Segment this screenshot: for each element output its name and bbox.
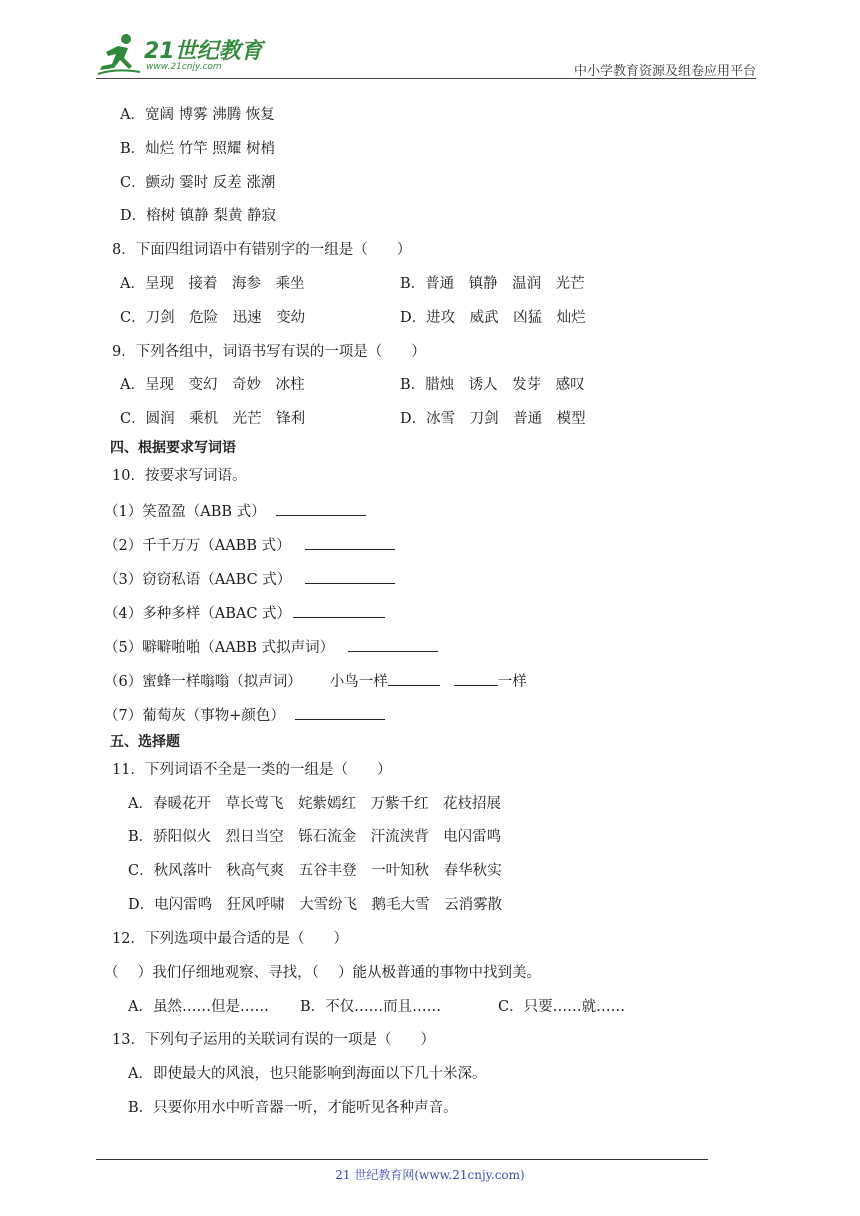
q10-item-1-text: （1）笑盈盈（ABB 式） — [104, 504, 266, 520]
q10-item-2-text: （2）千千万万（AABB 式） — [104, 538, 291, 554]
answer-blank[interactable] — [348, 637, 438, 652]
q13-option-a: A．即使最大的风浪，也只能影响到海面以下几十米深。 — [128, 1066, 487, 1082]
answer-blank[interactable] — [295, 705, 385, 720]
q10-item-7-text: （7）葡萄灰（事物+颜色） — [104, 708, 285, 724]
q8-option-a: A．呈现 接着 海参 乘坐 — [120, 276, 305, 292]
q13-stem: 13．下列句子运用的关联词有误的一项是（ ） — [112, 1032, 435, 1048]
q12-stem: 12．下列选项中最合适的是（ ） — [112, 931, 348, 947]
answer-blank[interactable] — [388, 671, 440, 686]
q12-option-a: A．虽然……但是…… — [128, 999, 269, 1015]
q10-item-6-end: 一样 — [497, 674, 527, 690]
footer-divider — [96, 1159, 708, 1160]
q7-option-b: B．灿烂 竹竿 照耀 树梢 — [120, 141, 275, 157]
q12-sentence: （ ）我们仔细地观察、寻找，（ ）能从极普通的事物中找到美。 — [104, 965, 541, 981]
q11-option-b: B．骄阳似火 烈日当空 铄石流金 汗流浃背 电闪雷鸣 — [128, 829, 502, 845]
q10-item-4-text: （4）多种多样（ABAC 式） — [104, 606, 292, 622]
q10-item-5 — [104, 637, 438, 657]
q8-option-b: B．普通 镇静 温润 光芒 — [400, 276, 585, 292]
q9-option-a: A．呈现 变幻 奇妙 冰柱 — [120, 377, 305, 393]
q10-item-7 — [104, 705, 385, 725]
q7-option-c: C．颤动 霎时 反差 涨潮 — [120, 175, 276, 191]
q13-option-b: B．只要你用水中听音器一听，才能听见各种声音。 — [128, 1100, 458, 1116]
q9-option-d: D．冰雪 刀剑 普通 模型 — [400, 411, 586, 427]
answer-blank[interactable] — [305, 569, 395, 584]
page-header — [96, 30, 756, 78]
q10-item-3 — [104, 569, 395, 589]
answer-blank[interactable] — [454, 671, 498, 686]
q9-stem: 9．下列各组中，词语书写有误的一项是（ ） — [112, 344, 426, 360]
answer-blank[interactable] — [276, 501, 366, 516]
q10-item-3-text: （3）窃窃私语（AABC 式） — [104, 572, 292, 588]
runner-icon — [96, 32, 142, 78]
q10-item-4 — [104, 603, 385, 623]
section-4-title: 四、根据要求写词语 — [110, 440, 236, 456]
q10-item-2 — [104, 535, 395, 555]
answer-blank[interactable] — [305, 535, 395, 550]
q11-stem: 11．下列词语不全是一类的一组是（ ） — [112, 762, 392, 778]
q10-item-5-text: （5）噼噼啪啪（AABB 式拟声词） — [104, 640, 335, 656]
site-logo[interactable] — [96, 30, 266, 78]
q7-option-a: A．宽阔 博雾 沸腾 恢复 — [120, 107, 275, 123]
q9-option-b: B．腊烛 诱人 发芽 感叹 — [400, 377, 585, 393]
q8-option-d: D．进攻 威武 凶猛 灿烂 — [400, 310, 586, 326]
q8-stem: 8．下面四组词语中有错别字的一组是（ ） — [112, 242, 412, 258]
section-5-title: 五、选择题 — [110, 734, 180, 750]
q11-option-d: D．电闪雷鸣 狂风呼啸 大雪纷飞 鹅毛大雪 云消雾散 — [128, 897, 503, 913]
q12-option-c: C．只要……就…… — [498, 999, 626, 1015]
logo-url: www.21cnjy.com — [146, 62, 222, 72]
footer-link[interactable]: 21 世纪教育网(www.21cnjy.com) — [335, 1168, 525, 1182]
q12-option-b: B．不仅……而且…… — [300, 999, 442, 1015]
q9-option-c: C．圆润 乘机 光芒 锋利 — [120, 411, 306, 427]
platform-name: 中小学教育资源及组卷应用平台 — [573, 64, 756, 79]
q11-option-c: C．秋风落叶 秋高气爽 五谷丰登 一叶知秋 春华秋实 — [128, 863, 502, 879]
q11-option-a: A．春暖花开 草长莺飞 姹紫嫣红 万紫千红 花枝招展 — [128, 796, 501, 812]
q10-item-6 — [104, 671, 527, 691]
q10-stem: 10．按要求写词语。 — [112, 468, 247, 484]
q7-option-d: D．榕树 镇静 梨黄 静寂 — [120, 208, 276, 224]
q10-item-6-mid: 小鸟一样 — [329, 674, 388, 690]
q8-option-c: C．刀剑 危险 迅速 变幼 — [120, 310, 306, 326]
q10-item-1 — [104, 501, 366, 521]
q10-item-6-text: （6）蜜蜂一样嗡嗡（拟声词） — [104, 674, 302, 690]
header-divider — [96, 78, 756, 79]
answer-blank[interactable] — [293, 603, 385, 618]
logo-text: 21世纪教育 — [144, 39, 263, 64]
